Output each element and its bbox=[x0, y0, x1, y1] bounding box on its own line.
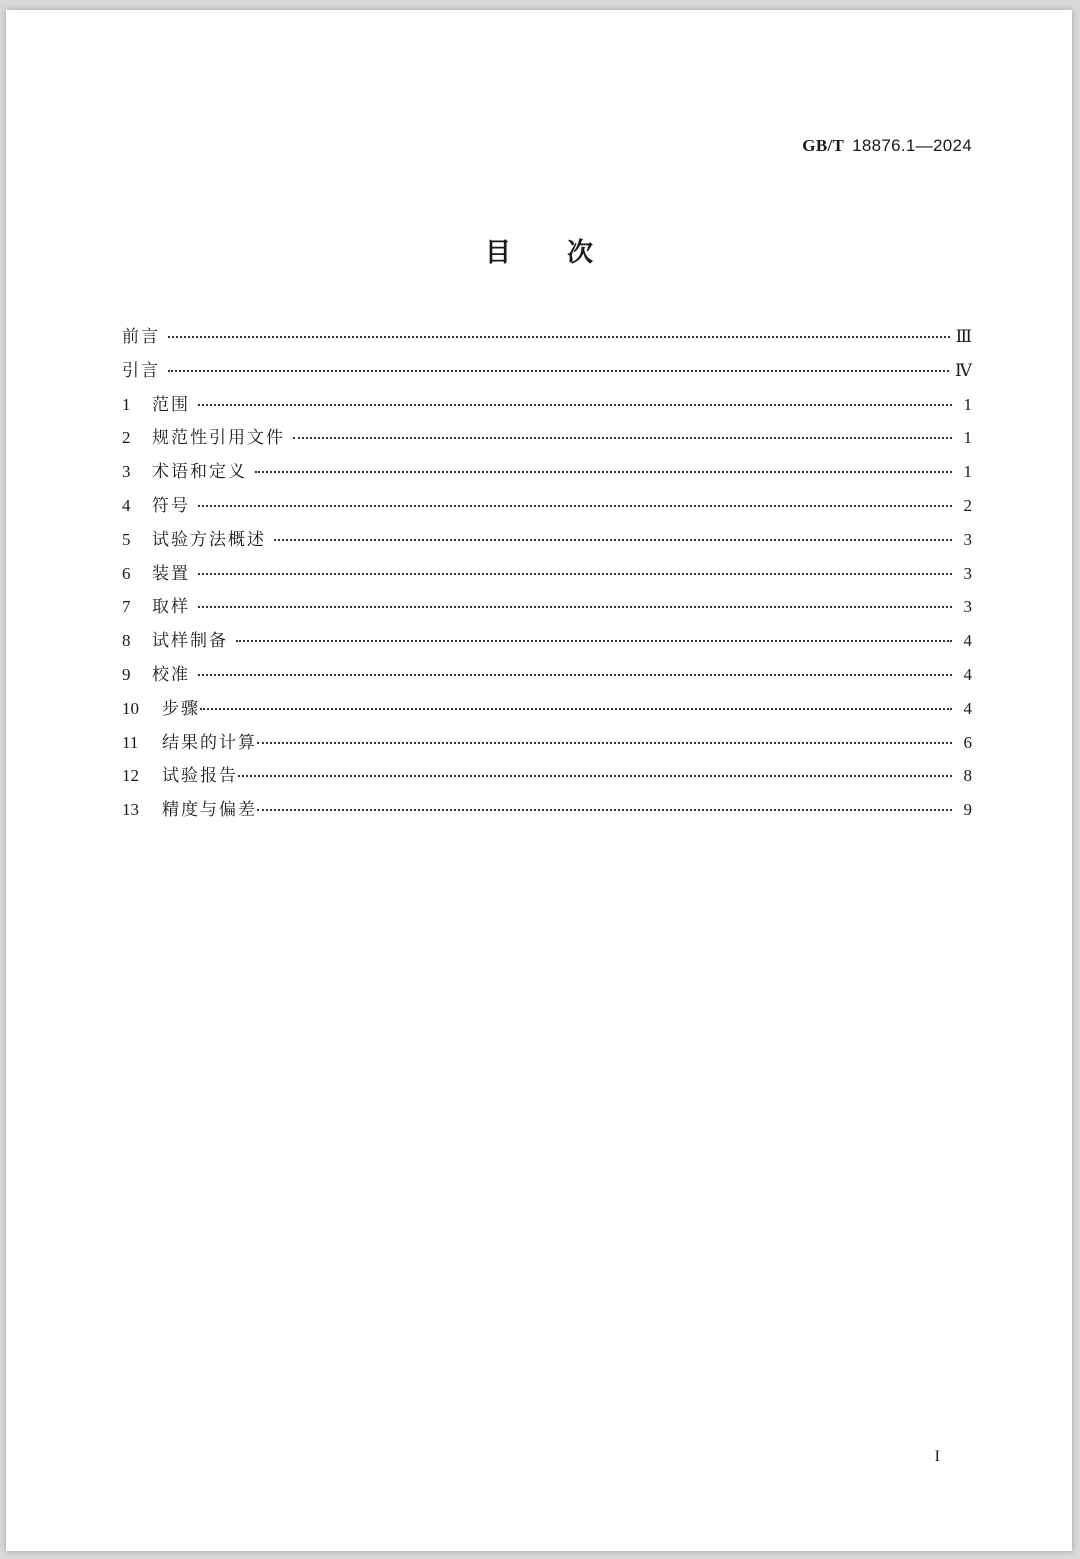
toc-entry-page: 4 bbox=[963, 631, 972, 651]
toc-entry-page: 1 bbox=[963, 394, 972, 414]
toc-dot-leader bbox=[198, 674, 952, 676]
toc-entry-number: 8 bbox=[122, 631, 131, 651]
toc-entry-page: 2 bbox=[963, 495, 972, 515]
toc-entry-number: 6 bbox=[122, 563, 131, 583]
standard-code-number: 18876.1—2024 bbox=[852, 136, 972, 155]
toc-dot-leader bbox=[198, 404, 952, 406]
toc-entry-page: 3 bbox=[963, 597, 972, 617]
toc-entry-number: 3 bbox=[122, 462, 131, 482]
toc-entry-label: 符号 bbox=[152, 495, 190, 516]
toc-entry[interactable] bbox=[122, 525, 972, 559]
toc-entry-page: Ⅳ bbox=[955, 360, 972, 380]
page-number: I bbox=[934, 1448, 940, 1465]
toc-dot-leader bbox=[236, 640, 952, 642]
toc-entry[interactable] bbox=[122, 559, 972, 593]
standard-code-prefix: GB/T bbox=[802, 136, 845, 155]
toc-dot-leader bbox=[257, 742, 952, 744]
toc-entry-number: 5 bbox=[122, 529, 131, 549]
toc-entry[interactable] bbox=[122, 795, 972, 829]
toc-entry[interactable] bbox=[122, 457, 972, 491]
toc-entry-label: 取样 bbox=[152, 597, 190, 618]
toc-entry-label: 结果的计算 bbox=[162, 732, 257, 753]
toc-entry[interactable] bbox=[122, 423, 972, 457]
toc-entry[interactable] bbox=[122, 322, 972, 356]
toc-entry-page: 8 bbox=[963, 766, 972, 786]
toc-entry-page: 6 bbox=[963, 732, 972, 752]
standard-code bbox=[802, 136, 972, 156]
toc-entry[interactable] bbox=[122, 694, 972, 728]
toc-entry-page: 3 bbox=[963, 563, 972, 583]
toc-entry-page: 1 bbox=[963, 428, 972, 448]
toc-entry-label: 引言 bbox=[122, 360, 160, 381]
toc-entry-number: 10 bbox=[122, 698, 139, 718]
toc-entry-page: Ⅲ bbox=[955, 327, 972, 346]
toc-entry[interactable] bbox=[122, 491, 972, 525]
toc-entry-label: 装置 bbox=[152, 563, 190, 584]
toc-entry-number: 7 bbox=[122, 597, 131, 617]
toc-entry-number: 2 bbox=[122, 428, 131, 448]
toc-entry-label: 规范性引用文件 bbox=[152, 428, 285, 449]
toc-dot-leader bbox=[168, 336, 950, 338]
toc-entry-number: 12 bbox=[122, 766, 139, 786]
toc-dot-leader bbox=[168, 370, 949, 372]
toc-dot-leader bbox=[200, 708, 952, 710]
toc-entry[interactable] bbox=[122, 761, 972, 795]
toc-dot-leader bbox=[293, 437, 952, 439]
toc-title: 目次 bbox=[484, 238, 649, 268]
toc-entry[interactable] bbox=[122, 356, 972, 390]
toc-entry[interactable] bbox=[122, 660, 972, 694]
toc-entry[interactable] bbox=[122, 626, 972, 660]
toc-dot-leader bbox=[198, 573, 952, 575]
table-of-contents bbox=[122, 322, 972, 829]
toc-entry[interactable] bbox=[122, 592, 972, 626]
toc-entry-number: 1 bbox=[122, 394, 131, 414]
toc-dot-leader bbox=[255, 471, 952, 473]
toc-entry-label: 试验报告 bbox=[162, 766, 238, 787]
toc-entry-label: 校准 bbox=[152, 664, 190, 685]
toc-entry-page: 4 bbox=[963, 664, 972, 684]
toc-dot-leader bbox=[257, 809, 952, 811]
toc-entry-label: 试验方法概述 bbox=[152, 529, 266, 550]
toc-dot-leader bbox=[198, 606, 952, 608]
toc-entry-number: 4 bbox=[122, 495, 131, 515]
toc-entry-label: 试样制备 bbox=[152, 631, 228, 652]
toc-dot-leader bbox=[198, 505, 952, 507]
toc-entry-label: 步骤 bbox=[162, 698, 200, 719]
toc-entry-page: 3 bbox=[963, 529, 972, 549]
toc-entry-number: 11 bbox=[122, 732, 139, 752]
toc-entry-page: 1 bbox=[963, 462, 972, 482]
toc-entry-page: 4 bbox=[963, 698, 972, 718]
toc-dot-leader bbox=[274, 539, 952, 541]
document-page bbox=[6, 10, 1072, 1551]
toc-entry-page: 9 bbox=[963, 800, 972, 820]
toc-entry-number: 13 bbox=[122, 800, 139, 820]
toc-entry[interactable] bbox=[122, 728, 972, 762]
toc-entry-label: 精度与偏差 bbox=[162, 800, 257, 821]
toc-dot-leader bbox=[238, 775, 952, 777]
toc-entry-label: 范围 bbox=[152, 394, 190, 415]
toc-entry-number: 9 bbox=[122, 664, 131, 684]
toc-entry-label: 前言 bbox=[122, 327, 160, 347]
toc-entry[interactable] bbox=[122, 390, 972, 424]
toc-entry-label: 术语和定义 bbox=[152, 462, 247, 483]
